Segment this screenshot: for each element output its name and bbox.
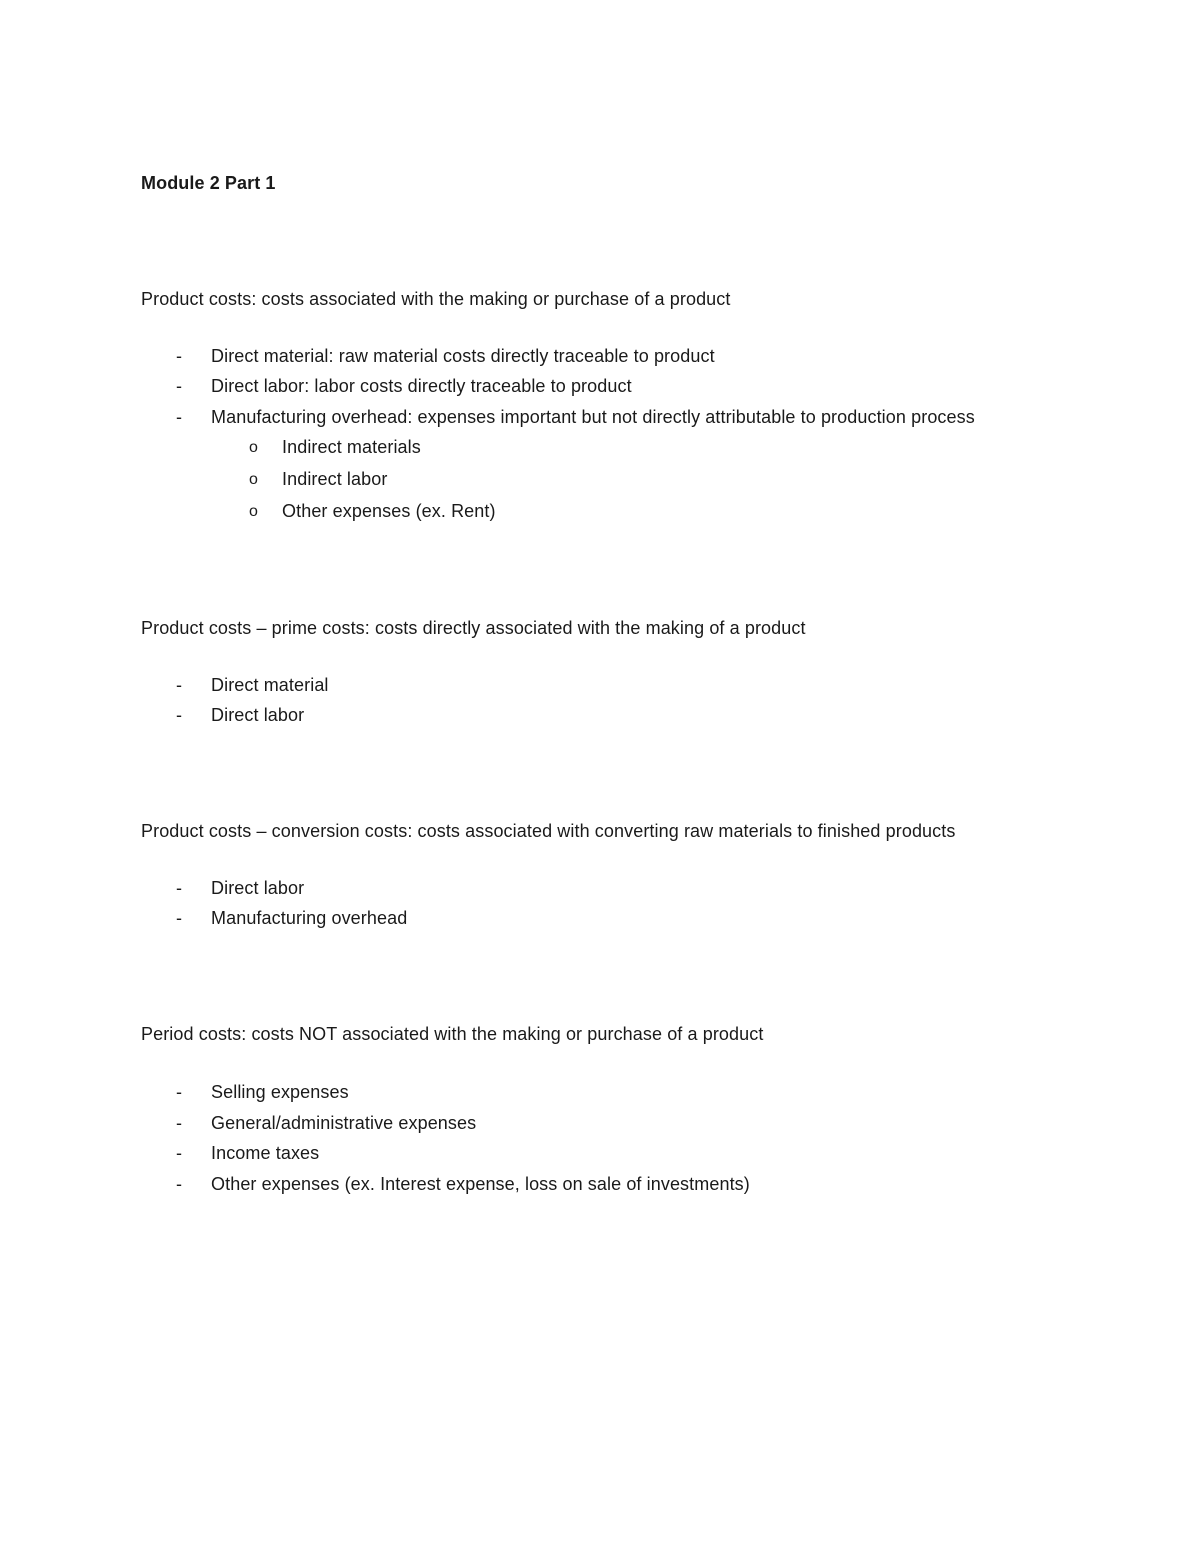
list-item-income-taxes: Income taxes [211, 1143, 320, 1163]
list-item-direct-labor: Direct labor [211, 878, 305, 898]
list-marker: - [176, 675, 182, 695]
list-item-direct-material: Direct material [211, 675, 329, 695]
list-marker: - [176, 407, 182, 427]
section-heading-prime-costs: Product costs – prime costs: costs directly associated with the making of a product [141, 618, 806, 638]
sublist-item-indirect-materials: Indirect materials [282, 437, 421, 457]
list-marker: - [176, 1174, 182, 1194]
list-marker: - [176, 1082, 182, 1102]
list-marker: - [176, 376, 182, 396]
list-item-direct-labor: Direct labor [211, 705, 305, 725]
list-marker: - [176, 705, 182, 725]
list-item-manufacturing-overhead: Manufacturing overhead [211, 908, 408, 928]
list-marker: - [176, 1143, 182, 1163]
document-title: Module 2 Part 1 [141, 173, 276, 193]
sublist-marker: o [249, 503, 258, 520]
list-marker: - [176, 1113, 182, 1133]
sublist-item-other-expenses: Other expenses (ex. Rent) [282, 501, 496, 521]
list-marker: - [176, 346, 182, 366]
section-heading-conversion-costs: Product costs – conversion costs: costs associated with converting raw materials to finished products [141, 821, 956, 841]
section-heading-product-costs: Product costs: costs associated with the making or purchase of a product [141, 289, 731, 309]
list-item-general-administrative-expenses: General/administrative expenses [211, 1113, 477, 1133]
sublist-marker: o [249, 471, 258, 488]
list-marker: - [176, 878, 182, 898]
sublist-marker: o [249, 439, 258, 456]
list-item-selling-expenses: Selling expenses [211, 1082, 349, 1102]
sublist-item-indirect-labor: Indirect labor [282, 469, 388, 489]
section-heading-period-costs: Period costs: costs NOT associated with the making or purchase of a product [141, 1024, 764, 1044]
list-item-other-expenses: Other expenses (ex. Interest expense, loss on sale of investments) [211, 1174, 750, 1194]
list-item-manufacturing-overhead: Manufacturing overhead: expenses important but not directly attributable to production process [211, 407, 975, 427]
list-item-direct-labor: Direct labor: labor costs directly traceable to product [211, 376, 632, 396]
list-item-direct-material: Direct material: raw material costs directly traceable to product [211, 346, 715, 366]
list-marker: - [176, 908, 182, 928]
